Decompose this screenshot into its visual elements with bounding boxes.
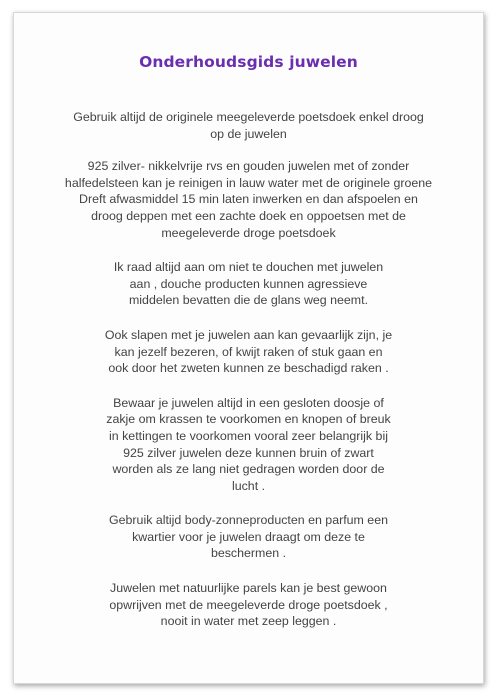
text-line: aan , douche producten kunnen agressieve	[129, 276, 368, 291]
text-line: zakje om krassen te voorkomen en knopen of breuk	[106, 412, 391, 427]
paragraph-poetsdoek	[38, 109, 459, 142]
paragraph-parels	[38, 580, 459, 630]
text-line: in kettingen te voorkomen vooral zeer belangrijk bij	[109, 428, 388, 443]
text-line: halfedelsteen kan je reinigen in lauw water met de originele groene	[64, 175, 433, 190]
paragraph-reinigen	[38, 158, 459, 241]
text-line: Gebruik altijd de originele meegeleverde poetsdoek enkel droog	[73, 110, 424, 124]
text-line: 925 zilver juwelen deze kunnen bruin of zwart	[123, 445, 374, 460]
text-line: lucht .	[231, 478, 266, 493]
text-line: Juwelen met natuurlijke parels kan je best gewoon	[110, 581, 387, 596]
text-line: Dreft afwasmiddel 15 min laten inwerken en dan afspoelen en	[79, 192, 418, 207]
text-line: kwartier voor je juwelen draagt om deze te	[132, 529, 365, 544]
text-line: 925 zilver- nikkelvrije rvs en gouden juwelen met of zonder	[87, 159, 410, 174]
text-line: Gebruik altijd body-zonneproducten en parfum een	[109, 513, 388, 528]
text-line: Ook slapen met je juwelen aan kan gevaarlijk zijn, je	[104, 327, 393, 342]
paragraph-slapen	[38, 327, 459, 377]
text-line: ook door het zweten kunnen ze beschadigd raken .	[108, 361, 389, 376]
text-line: opwrijven met de meegeleverde droge poetsdoek ,	[109, 597, 388, 612]
text-line: droog deppen met een zachte doek en oppoetsen met de	[91, 208, 406, 223]
paragraph-douchen	[38, 259, 459, 309]
document-page	[13, 12, 484, 684]
paragraph-zonneproducten	[38, 512, 459, 562]
text-line: Ik raad altijd aan om niet te douchen met juwelen	[113, 260, 384, 275]
text-line: beschermen .	[210, 546, 287, 561]
text-line: middelen bevatten die de glans weg neemt.	[128, 293, 369, 308]
paragraph-bewaren	[38, 395, 459, 495]
document-body	[38, 109, 459, 630]
text-line: nooit in water met zeep leggen .	[160, 614, 337, 629]
text-line: worden als ze lang niet gedragen worden door de	[112, 462, 385, 477]
text-line: meegeleverde droge poetsdoek	[161, 225, 336, 240]
text-line: op de juwelen	[210, 126, 287, 141]
text-line: Bewaar je juwelen altijd in een gesloten doosje of	[113, 395, 384, 410]
text-line: kan jezelf bezeren, of kwijt raken of stuk gaan en	[114, 344, 383, 359]
page-title: Onderhoudsgids juwelen	[139, 53, 358, 71]
